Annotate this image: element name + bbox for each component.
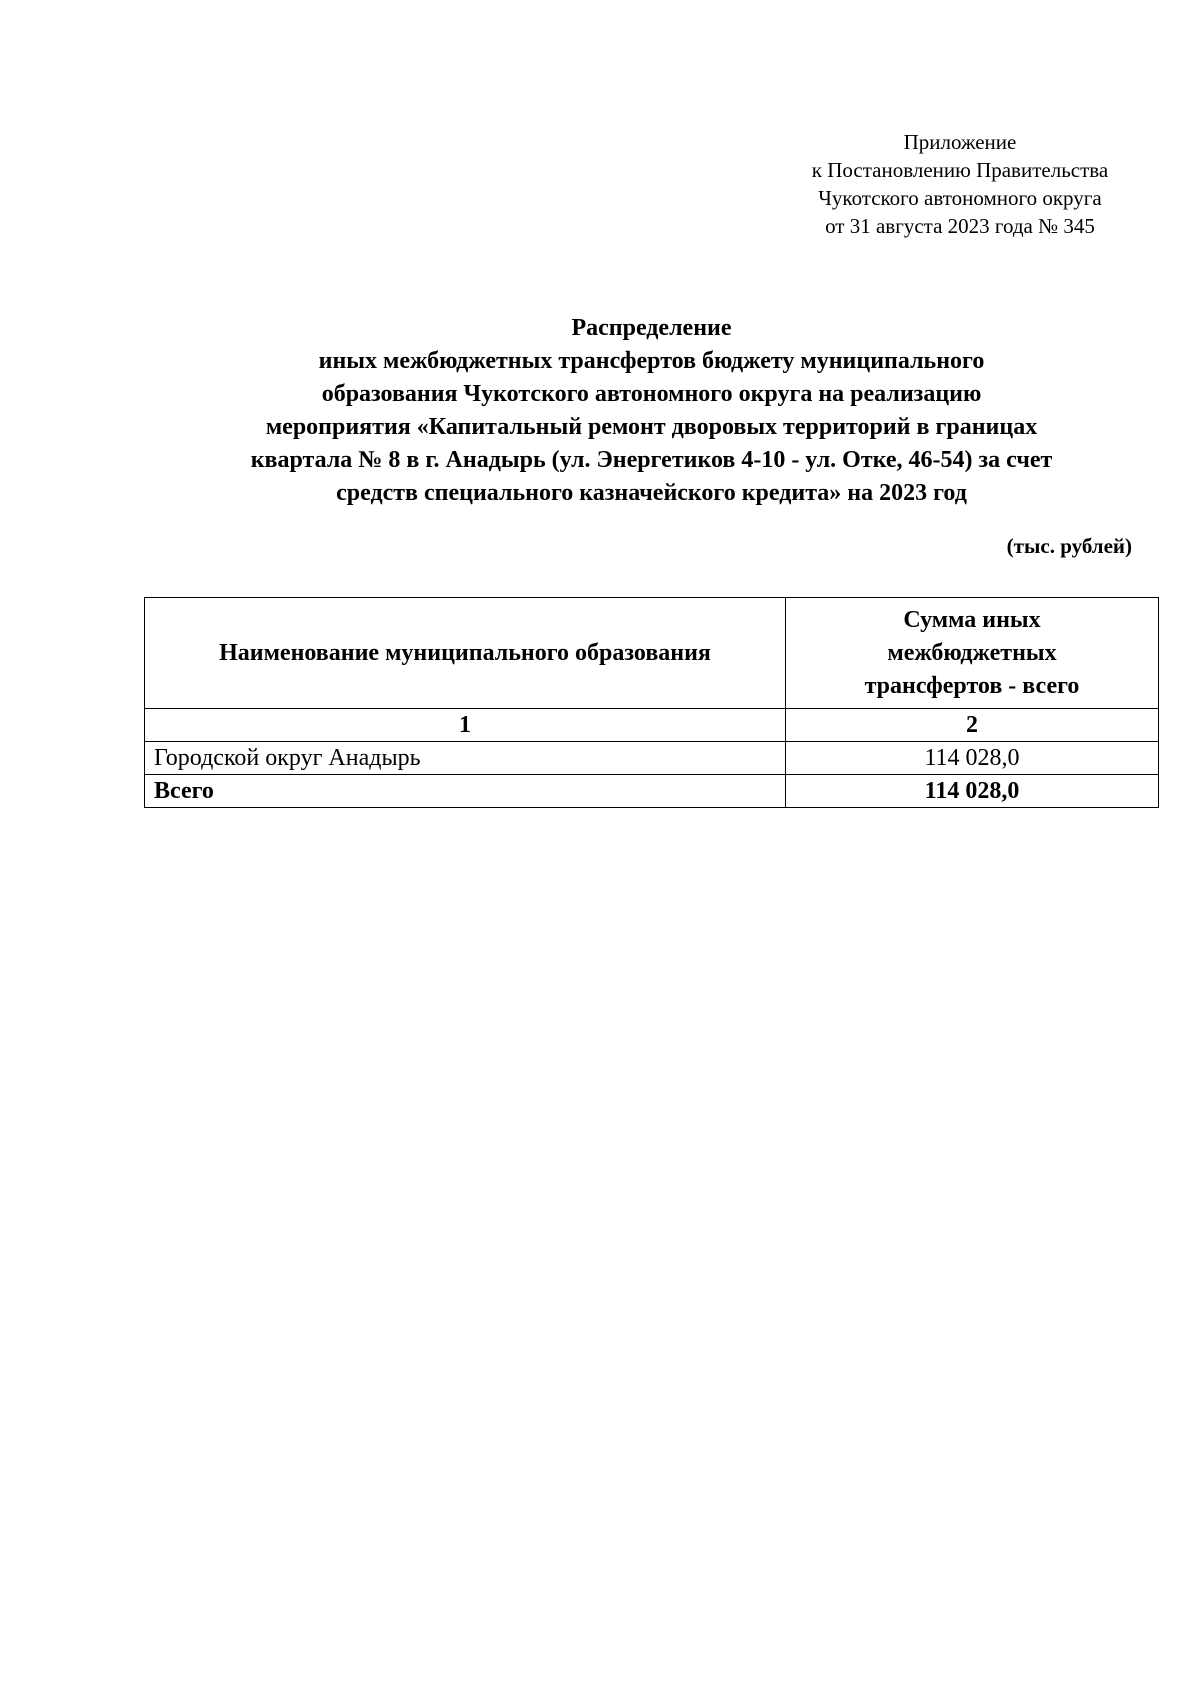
title-line: Распределение [571, 315, 732, 341]
column-number: 2 [786, 709, 1159, 742]
title-line: мероприятия «Капитальный ремонт дворовых территорий в границах [265, 414, 1038, 440]
municipality-name-cell: Городской округ Анадырь [145, 742, 786, 775]
title-line: иных межбюджетных трансфертов бюджету муниципального [318, 348, 985, 374]
total-amount: 114 028,0 [786, 775, 1159, 808]
document-title [120, 312, 1183, 510]
total-label: Всего [145, 775, 786, 808]
annex-block [760, 128, 1160, 240]
annex-line: к Постановлению Правительства [811, 158, 1109, 182]
title-line: образования Чукотского автономного округа на реализацию [321, 381, 982, 407]
annex-line: Чукотского автономного округа [818, 186, 1102, 210]
table-header-row [145, 598, 1159, 709]
units-note: (тыс. рублей) [1006, 534, 1132, 558]
title-line: средств специального казначейского кредита» на 2023 год [336, 480, 967, 506]
header-municipality-name: Наименование муниципального образования [145, 598, 786, 709]
header-transfer-sum [786, 598, 1159, 709]
amount-cell: 114 028,0 [786, 742, 1159, 775]
header-line: межбюджетных [887, 639, 1057, 666]
total-row [145, 775, 1159, 808]
allocation-table [144, 597, 1159, 808]
title-line: квартала № 8 в г. Анадырь (ул. Энергетиков 4-10 - ул. Отке, 46-54) за счет [250, 447, 1053, 473]
header-line: Сумма иных [903, 606, 1041, 633]
column-number: 1 [145, 709, 786, 742]
table-row [145, 742, 1159, 775]
annex-line: от 31 августа 2023 года № 345 [825, 214, 1095, 238]
annex-line: Приложение [903, 130, 1017, 154]
header-line: трансфертов - всего [864, 672, 1080, 699]
column-number-row [145, 709, 1159, 742]
